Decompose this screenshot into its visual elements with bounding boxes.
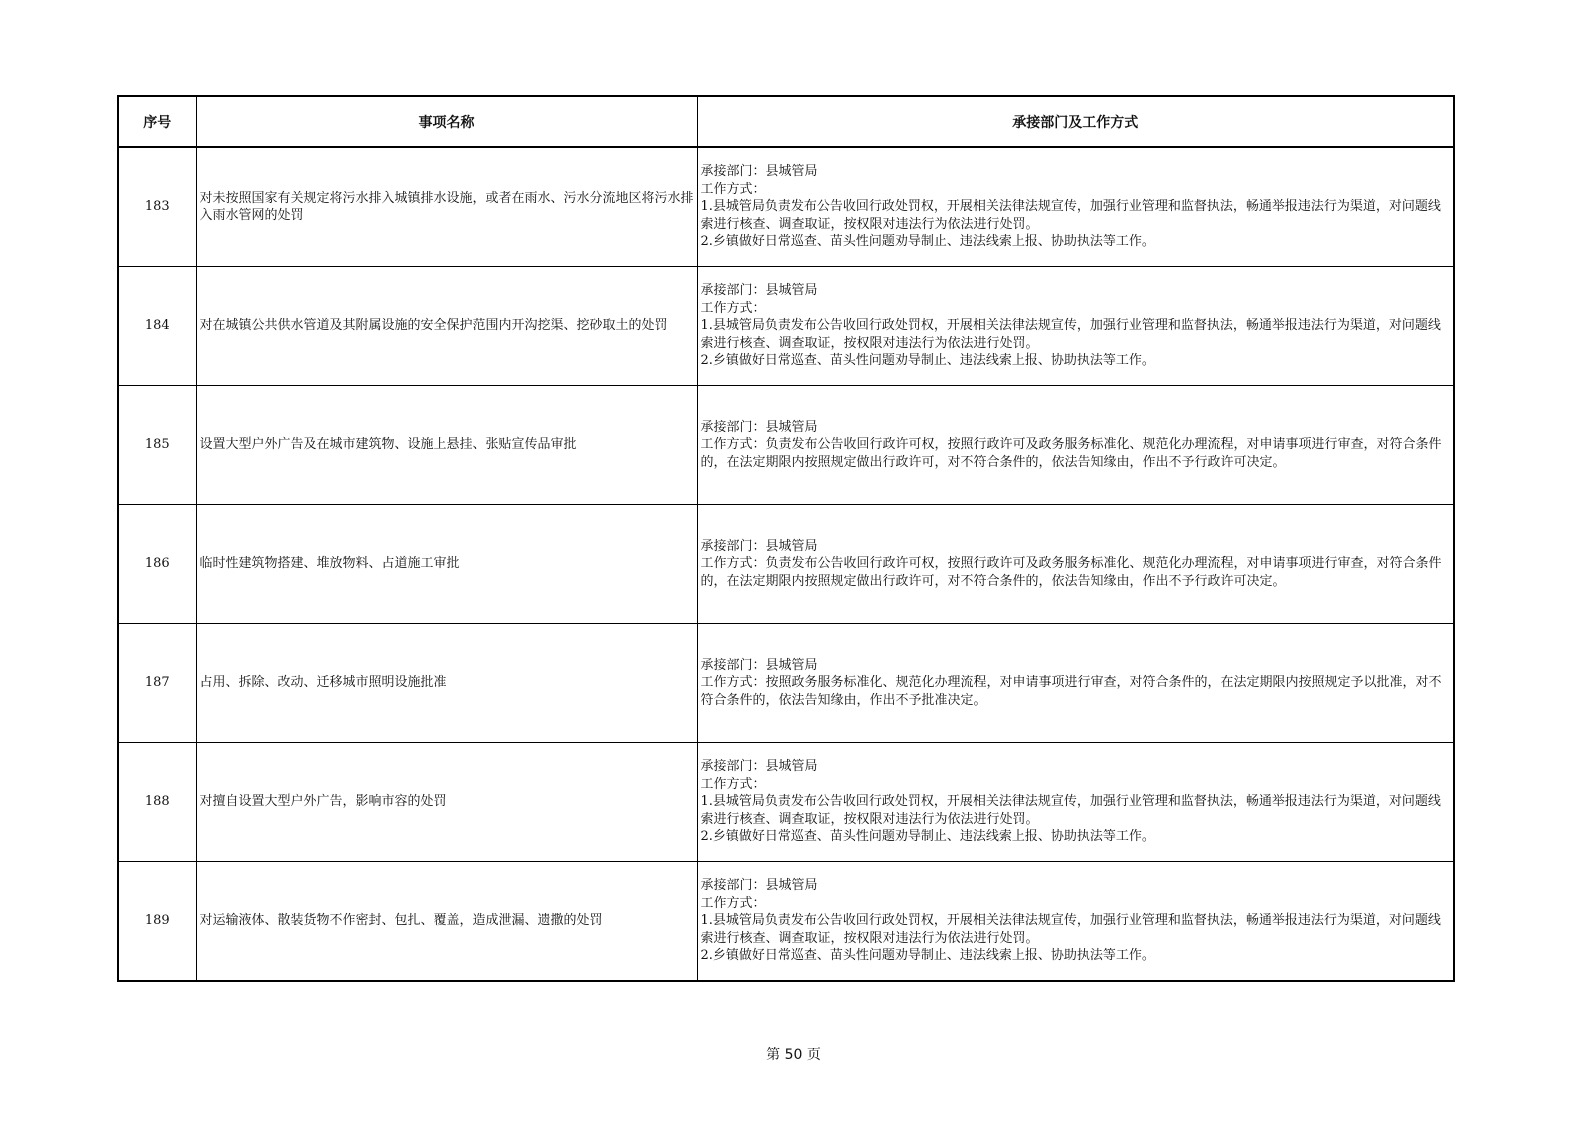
department-method-line: 1.县城管局负责发布公告收回行政处罚权，开展相关法律法规宣传，加强行业管理和监督执法，畅通举报违法行为渠道，对问题线索进行核查、调查取证，按权限对违法行为依法进行处罚。 xyxy=(700,199,1441,232)
department-method-cell xyxy=(697,386,1454,505)
matter-name-cell: 对未按照国家有关规定将污水排入城镇排水设施，或者在雨水、污水分流地区将污水排入雨水管网的处罚 xyxy=(196,147,697,267)
matter-name-cell: 对擅自设置大型户外广告，影响市容的处罚 xyxy=(196,743,697,862)
department-method-line: 工作方式： xyxy=(700,895,766,911)
department-method-line: 2.乡镇做好日常巡查、苗头性问题劝导制止、违法线索上报、协助执法等工作。 xyxy=(700,234,1155,250)
table-row xyxy=(118,267,1454,386)
department-method-line: 工作方式：负责发布公告收回行政许可权，按照行政许可及政务服务标准化、规范化办理流程，对申请事项进行审查，对符合条件的，在法定期限内按照规定做出行政许可，对不符合条件的，依法告知缘由，作出不予行政许可决定。 xyxy=(700,556,1442,589)
table-row xyxy=(118,147,1454,267)
page-number: 第 50 页 xyxy=(766,1047,821,1063)
matter-name-cell: 临时性建筑物搭建、堆放物料、占道施工审批 xyxy=(196,505,697,624)
matter-name-cell: 对在城镇公共供水管道及其附属设施的安全保护范围内开沟挖渠、挖砂取土的处罚 xyxy=(196,267,697,386)
serial-number-cell: 188 xyxy=(118,743,196,862)
department-method-cell xyxy=(697,624,1454,743)
department-method-line: 承接部门：县城管局 xyxy=(700,878,818,894)
serial-number-cell: 189 xyxy=(118,862,196,982)
department-method-line: 工作方式：负责发布公告收回行政许可权，按照行政许可及政务服务标准化、规范化办理流程，对申请事项进行审查，对符合条件的，在法定期限内按照规定做出行政许可，对不符合条件的，依法告知缘由，作出不予行政许可决定。 xyxy=(700,437,1442,470)
department-method-line: 承接部门：县城管局 xyxy=(700,538,818,554)
serial-number-cell: 183 xyxy=(118,147,196,267)
header-matter-name: 事项名称 xyxy=(196,96,697,147)
department-method-cell xyxy=(697,267,1454,386)
table-row xyxy=(118,862,1454,982)
department-method-line: 工作方式： xyxy=(700,300,766,316)
department-method-line: 工作方式：按照政务服务标准化、规范化办理流程，对申请事项进行审查，对符合条件的，在法定期限内按照规定予以批准，对不符合条件的，依法告知缘由，作出不予批准决定。 xyxy=(700,675,1442,708)
table-row xyxy=(118,743,1454,862)
header-serial-number: 序号 xyxy=(118,96,196,147)
serial-number-cell: 187 xyxy=(118,624,196,743)
serial-number-cell: 185 xyxy=(118,386,196,505)
department-method-cell xyxy=(697,862,1454,982)
table-row xyxy=(118,624,1454,743)
document-sheet xyxy=(117,95,1453,982)
table-header-row xyxy=(118,96,1454,147)
department-method-line: 2.乡镇做好日常巡查、苗头性问题劝导制止、违法线索上报、协助执法等工作。 xyxy=(700,948,1155,964)
department-method-line: 工作方式： xyxy=(700,181,766,197)
department-method-cell xyxy=(697,147,1454,267)
header-department-and-method: 承接部门及工作方式 xyxy=(697,96,1454,147)
department-method-line: 承接部门：县城管局 xyxy=(700,164,818,180)
department-method-line: 承接部门：县城管局 xyxy=(700,657,818,673)
department-method-line: 1.县城管局负责发布公告收回行政处罚权，开展相关法律法规宣传，加强行业管理和监督执法，畅通举报违法行为渠道，对问题线索进行核查、调查取证，按权限对违法行为依法进行处罚。 xyxy=(700,913,1441,946)
matter-name-cell: 对运输液体、散装货物不作密封、包扎、覆盖，造成泄漏、遗撒的处罚 xyxy=(196,862,697,982)
department-method-line: 1.县城管局负责发布公告收回行政处罚权，开展相关法律法规宣传，加强行业管理和监督执法，畅通举报违法行为渠道，对问题线索进行核查、调查取证，按权限对违法行为依法进行处罚。 xyxy=(700,794,1441,827)
department-method-line: 承接部门：县城管局 xyxy=(700,759,818,775)
matter-name-cell: 设置大型户外广告及在城市建筑物、设施上悬挂、张贴宣传品审批 xyxy=(196,386,697,505)
department-method-cell xyxy=(697,743,1454,862)
department-method-line: 工作方式： xyxy=(700,776,766,792)
department-method-cell xyxy=(697,505,1454,624)
serial-number-cell: 184 xyxy=(118,267,196,386)
department-method-line: 1.县城管局负责发布公告收回行政处罚权，开展相关法律法规宣传，加强行业管理和监督执法，畅通举报违法行为渠道，对问题线索进行核查、调查取证，按权限对违法行为依法进行处罚。 xyxy=(700,318,1441,351)
department-method-line: 2.乡镇做好日常巡查、苗头性问题劝导制止、违法线索上报、协助执法等工作。 xyxy=(700,353,1155,369)
table-row xyxy=(118,505,1454,624)
matters-table xyxy=(117,95,1455,982)
department-method-line: 2.乡镇做好日常巡查、苗头性问题劝导制止、违法线索上报、协助执法等工作。 xyxy=(700,829,1155,845)
matter-name-cell: 占用、拆除、改动、迁移城市照明设施批准 xyxy=(196,624,697,743)
department-method-line: 承接部门：县城管局 xyxy=(700,419,818,435)
department-method-line: 承接部门：县城管局 xyxy=(700,283,818,299)
serial-number-cell: 186 xyxy=(118,505,196,624)
table-row xyxy=(118,386,1454,505)
